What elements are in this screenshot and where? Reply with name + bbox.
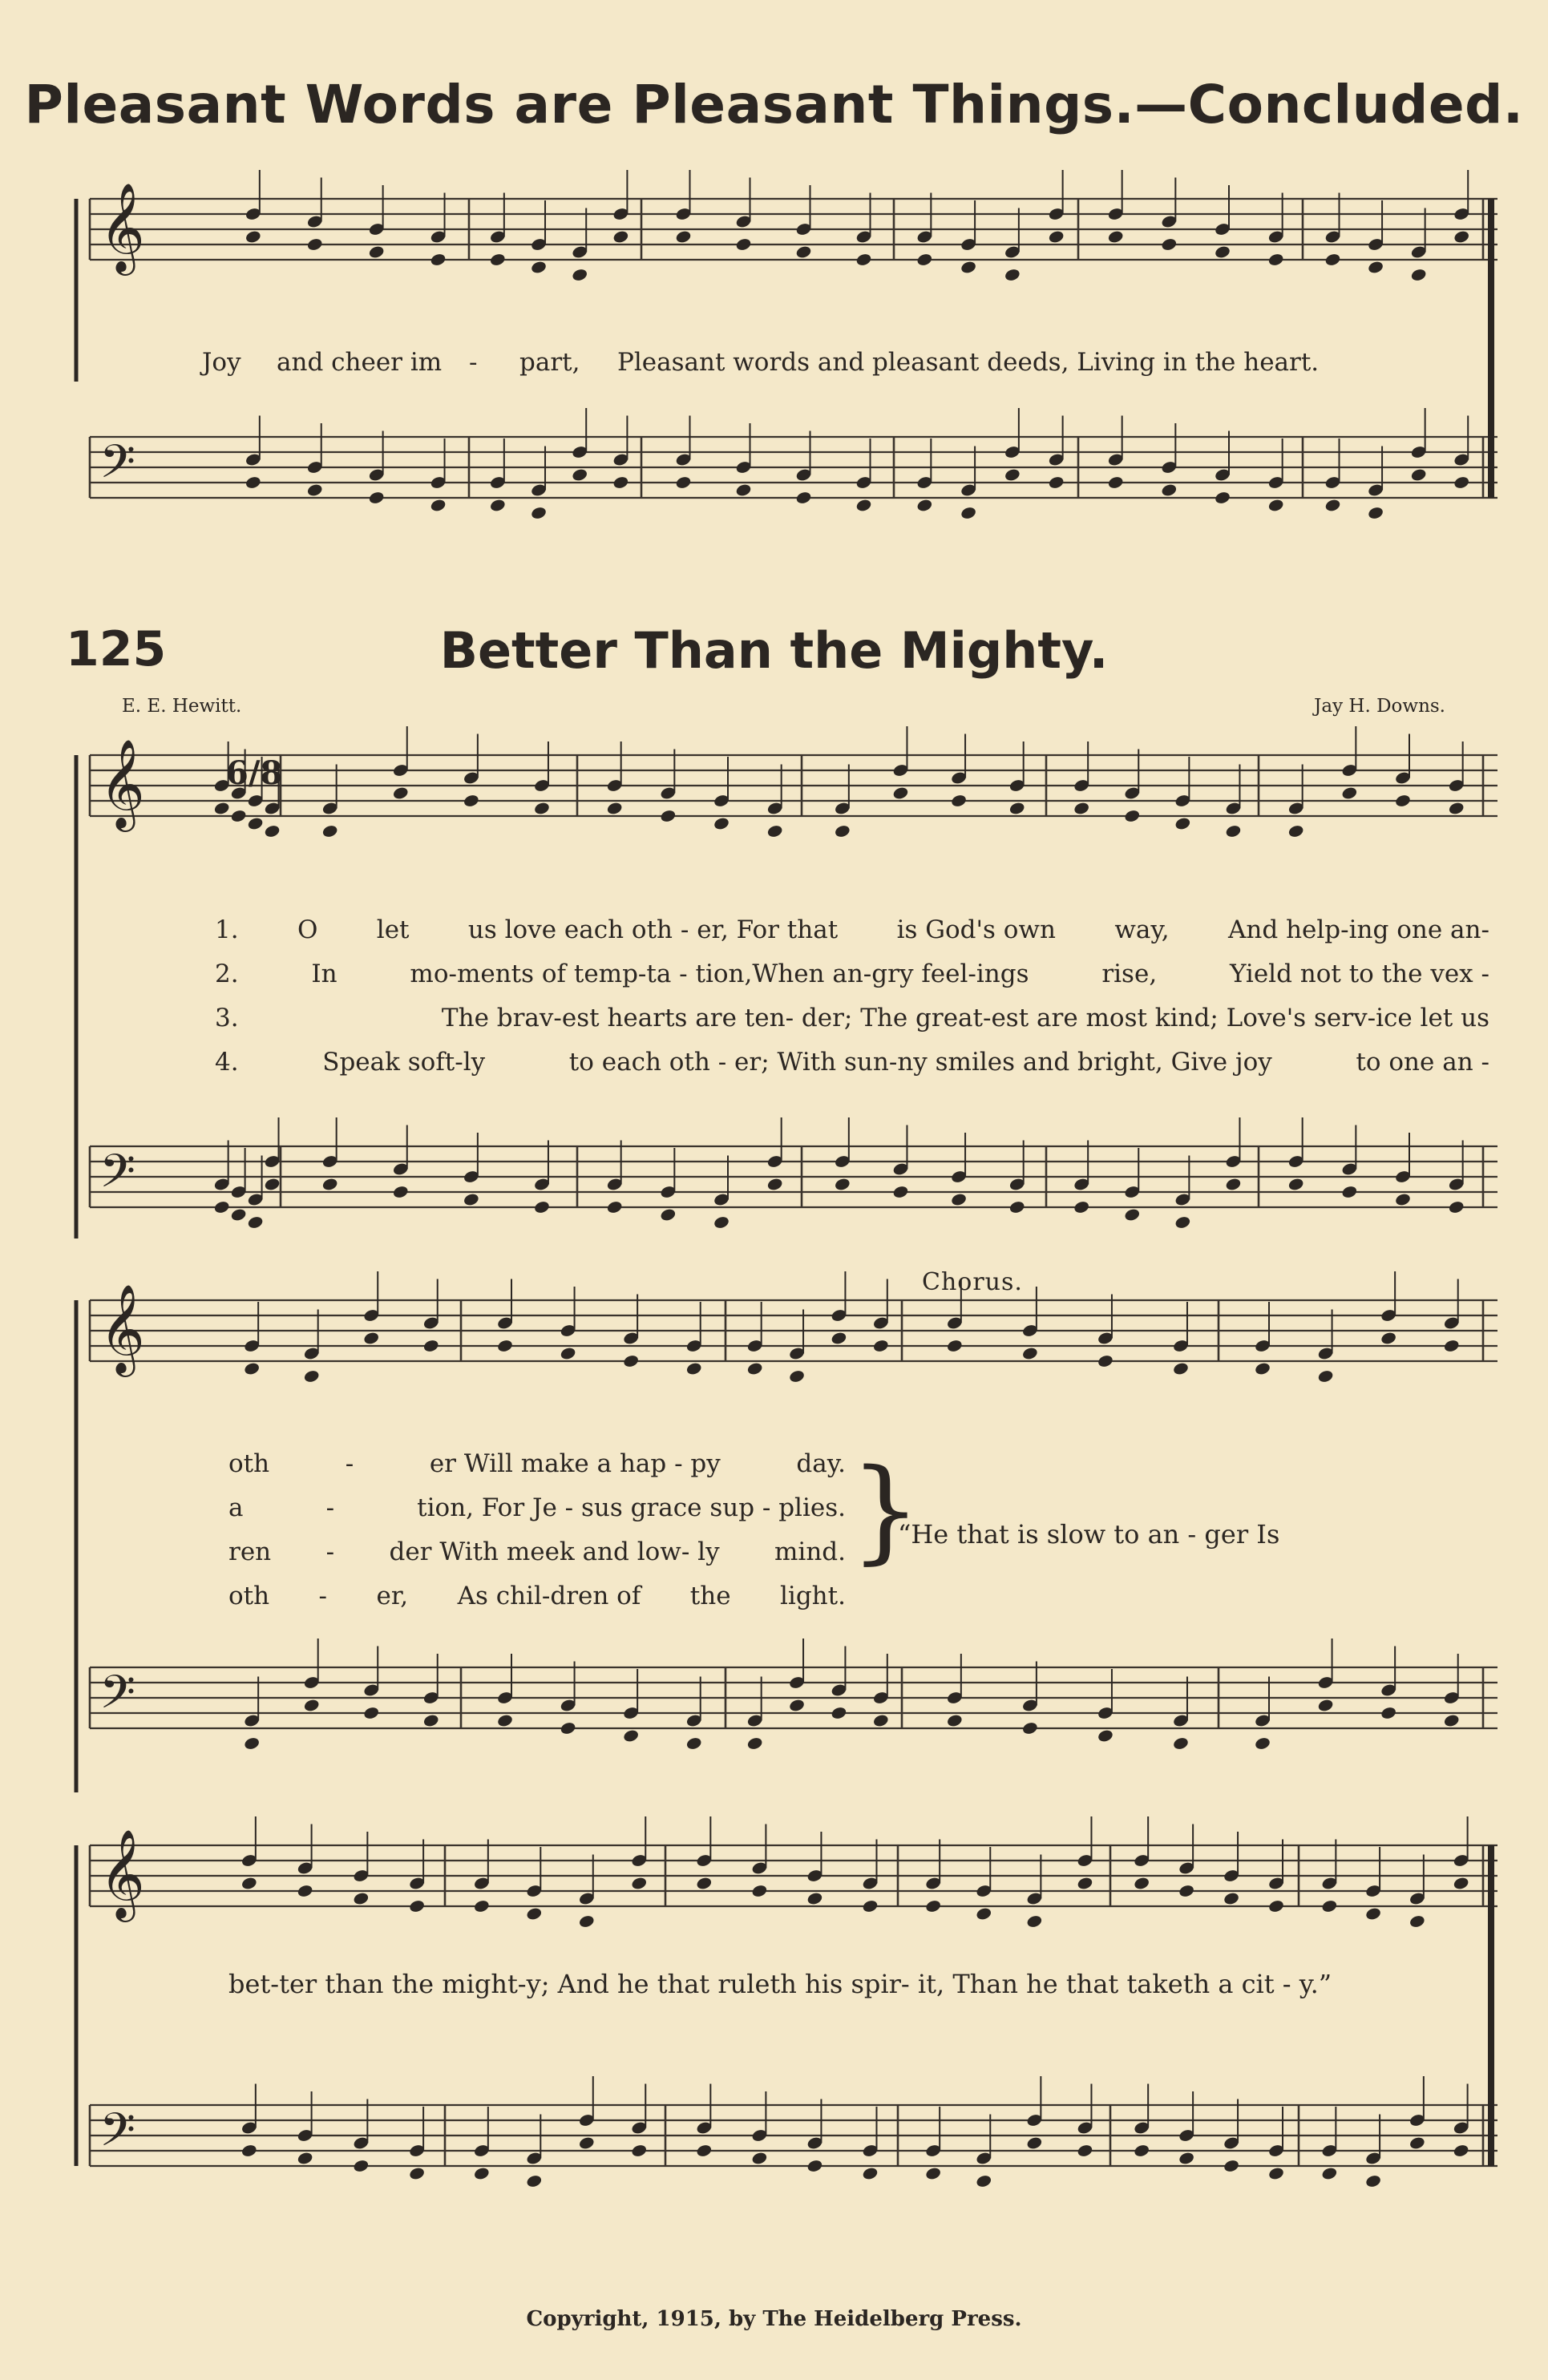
notehead <box>1004 467 1021 482</box>
notehead <box>496 1339 513 1353</box>
notehead <box>660 1207 677 1222</box>
notehead <box>1324 498 1341 512</box>
notehead <box>1267 2166 1284 2180</box>
notehead <box>612 229 629 244</box>
notehead <box>572 467 588 482</box>
notehead <box>213 801 230 815</box>
notehead <box>422 1339 439 1353</box>
notehead <box>622 1728 639 1743</box>
notehead <box>834 824 851 838</box>
notehead <box>1004 268 1021 282</box>
verse-1-text-b: let <box>376 915 410 944</box>
verse-2-text-a: In <box>311 960 337 988</box>
notehead <box>1287 1177 1304 1191</box>
notehead <box>489 498 506 512</box>
notehead <box>746 1361 763 1376</box>
notehead <box>430 498 447 512</box>
notehead <box>675 229 692 244</box>
notehead <box>946 1713 963 1727</box>
notehead <box>916 253 933 267</box>
verse-brace: } <box>850 1445 922 1576</box>
notehead <box>1026 2136 1043 2150</box>
top-lyric-3: - <box>469 348 478 377</box>
notehead <box>363 1706 380 1720</box>
notehead <box>1443 1339 1460 1353</box>
notehead <box>430 253 447 267</box>
verse-3 <box>215 1004 1489 1032</box>
notehead <box>795 244 812 259</box>
notehead <box>473 2166 490 2180</box>
notehead <box>1394 1192 1411 1206</box>
notehead <box>1107 229 1124 244</box>
notehead <box>1133 1876 1150 1890</box>
notehead <box>1341 786 1358 800</box>
cont-3-d: mind. <box>774 1538 846 1566</box>
notehead <box>1380 1706 1396 1720</box>
notehead <box>264 824 281 838</box>
notehead <box>1097 1728 1114 1743</box>
notehead <box>660 809 677 823</box>
chorus-label: Chorus. <box>922 1268 1023 1296</box>
notehead <box>1267 1899 1284 1913</box>
notehead <box>1364 1906 1381 1921</box>
notehead <box>946 1339 963 1353</box>
verse-1 <box>215 915 1489 944</box>
notehead <box>735 483 752 497</box>
notehead <box>1223 1891 1239 1905</box>
notehead <box>1409 2136 1425 2150</box>
notehead <box>872 1713 889 1727</box>
verse-2-continuation <box>228 1493 846 1522</box>
notehead <box>1367 506 1384 520</box>
bass-clef-icon: 𝄢 <box>99 2103 136 2168</box>
notehead <box>1008 801 1025 815</box>
cont-2-a: a <box>228 1493 244 1522</box>
verse-4-continuation <box>228 1582 846 1610</box>
notehead <box>264 1177 281 1191</box>
notehead <box>1364 2174 1381 2188</box>
notehead <box>1178 2151 1194 2165</box>
top-lyric-1: Joy <box>202 348 241 377</box>
notehead <box>245 475 261 490</box>
notehead <box>1225 824 1242 838</box>
notehead <box>1341 1185 1358 1199</box>
notehead <box>806 2159 823 2173</box>
notehead <box>353 2159 370 2173</box>
notehead <box>1161 483 1178 497</box>
verse-1-text-d: is God's own <box>896 915 1056 944</box>
notehead <box>1174 1215 1191 1230</box>
notehead <box>696 1876 713 1890</box>
bass-clef-icon: 𝄢 <box>99 434 136 500</box>
notehead <box>1409 1914 1425 1929</box>
notehead <box>872 1339 889 1353</box>
notehead <box>788 1698 805 1712</box>
notehead <box>560 1346 576 1360</box>
cont-4-b: - <box>318 1582 328 1610</box>
notehead <box>1021 1346 1038 1360</box>
verse-4-number: 4. <box>215 1048 239 1077</box>
continued-hymn-title: Pleasant Words are Pleasant Things.—Concluded. <box>24 74 1524 135</box>
notehead <box>713 1215 730 1230</box>
top-lyric-2: and cheer im <box>277 348 443 377</box>
verse-4-text-c: to one an - <box>1356 1048 1489 1077</box>
notehead <box>1172 1361 1189 1376</box>
notehead <box>1124 1207 1141 1222</box>
notehead <box>1161 237 1178 252</box>
notehead <box>1107 475 1124 490</box>
notehead <box>526 2174 543 2188</box>
notehead <box>1410 467 1427 482</box>
treble-clef-icon: 𝄞 <box>99 1828 145 1918</box>
notehead <box>924 1899 941 1913</box>
notehead <box>631 2144 648 2158</box>
notehead <box>950 794 967 808</box>
cont-1-a: oth <box>228 1449 270 1478</box>
cont-1-b: - <box>345 1449 354 1478</box>
notehead <box>1321 2166 1338 2180</box>
notehead <box>696 2144 713 2158</box>
notehead <box>1254 1736 1271 1751</box>
notehead <box>831 1331 847 1345</box>
notehead <box>1225 1177 1242 1191</box>
time-signature-treble: 6/8 <box>226 754 283 792</box>
notehead <box>243 1736 260 1751</box>
verse-2-text-c: rise, <box>1101 960 1158 988</box>
notehead <box>806 1891 823 1905</box>
notehead <box>1394 794 1411 808</box>
notehead <box>363 1331 380 1345</box>
bass-clef-icon: 𝄢 <box>99 1144 136 1210</box>
verse-3-text: The brav-est hearts are ten- der; The great-est are most kind; Love's serv-ice let us <box>441 1004 1489 1032</box>
notehead <box>976 2174 992 2188</box>
notehead <box>489 253 506 267</box>
notehead <box>353 1891 370 1905</box>
notehead <box>1077 2144 1093 2158</box>
notehead <box>612 475 629 490</box>
notehead <box>321 1177 338 1191</box>
notehead <box>916 498 933 512</box>
notehead <box>297 1884 313 1898</box>
notehead <box>240 2144 257 2158</box>
hymn-composer: Jay H. Downs. <box>1314 696 1445 717</box>
notehead <box>1124 809 1141 823</box>
notehead <box>1448 1200 1465 1214</box>
notehead <box>606 1200 623 1214</box>
notehead <box>230 1207 247 1222</box>
verse-2 <box>215 960 1489 988</box>
notehead <box>746 1736 763 1751</box>
notehead <box>751 2151 768 2165</box>
cont-4-f: light. <box>780 1582 846 1610</box>
notehead <box>1223 2159 1239 2173</box>
verse-3-continuation <box>228 1538 846 1566</box>
hymn-number: 125 <box>66 621 167 677</box>
notehead <box>578 1914 595 1929</box>
treble-clef-icon: 𝄞 <box>99 738 145 828</box>
notehead <box>473 1899 490 1913</box>
notehead <box>788 1369 805 1384</box>
notehead <box>1077 1876 1093 1890</box>
verse-1-text-c: us love each oth - er, For that <box>467 915 839 944</box>
notehead <box>533 1200 550 1214</box>
notehead <box>1453 475 1470 490</box>
notehead <box>533 801 550 815</box>
verse-2-number: 2. <box>215 960 239 988</box>
top-lyric-5: Pleasant words and pleasant deeds, Living in the heart. <box>617 348 1320 377</box>
notehead <box>735 237 752 252</box>
notehead <box>1133 2144 1150 2158</box>
top-lyric-4: part, <box>519 348 580 377</box>
notehead <box>1380 1331 1396 1345</box>
notehead <box>1317 1698 1334 1712</box>
notehead <box>685 1736 702 1751</box>
notehead <box>1410 268 1427 282</box>
cont-1-c: er Will make a hap - py <box>429 1449 721 1478</box>
notehead <box>1026 1914 1043 1929</box>
cont-2-c: tion, For Je - sus grace sup - plies. <box>417 1493 846 1522</box>
notehead <box>408 2166 425 2180</box>
cont-2-b: - <box>325 1493 335 1522</box>
hymn-author: E. E. Hewitt. <box>122 696 242 717</box>
notehead <box>422 1713 439 1727</box>
cont-3-b: - <box>325 1538 335 1566</box>
notehead <box>892 786 909 800</box>
notehead <box>855 498 872 512</box>
verse-1-text-a: O <box>297 915 318 944</box>
notehead <box>1453 229 1470 244</box>
notehead <box>368 491 385 505</box>
notehead <box>1174 816 1191 830</box>
notehead <box>950 1192 967 1206</box>
notehead <box>1214 491 1231 505</box>
notehead <box>303 1698 320 1712</box>
notehead <box>1443 1713 1460 1727</box>
notehead <box>1021 1721 1038 1736</box>
notehead <box>1008 1200 1025 1214</box>
notehead <box>1073 1200 1089 1214</box>
verse-1-continuation <box>228 1449 846 1478</box>
cont-3-c: der With meek and low- ly <box>389 1538 720 1566</box>
notehead <box>1287 824 1304 838</box>
verse-1-text-f: And help-ing one an- <box>1228 915 1489 944</box>
notehead <box>247 1215 264 1230</box>
notehead <box>230 809 247 823</box>
notehead <box>560 1721 576 1736</box>
notehead <box>960 260 976 274</box>
verse-2-text-b: mo-ments of temp-ta - tion,When an-gry feel-ings <box>410 960 1029 988</box>
notehead <box>463 1192 479 1206</box>
notehead <box>1048 229 1065 244</box>
verse-2-text-d: Yield not to the vex - <box>1229 960 1489 988</box>
notehead <box>243 1361 260 1376</box>
copyright-notice: Copyright, 1915, by The Heidelberg Press. <box>526 2307 1022 2331</box>
notehead <box>713 816 730 830</box>
final-lyric-line: bet-ter than the might-y; And he that ruleth his spir- it, Than he that taketh a cit - y.” <box>228 1969 1332 1999</box>
notehead <box>766 824 783 838</box>
notehead <box>892 1185 909 1199</box>
notehead <box>408 1899 425 1913</box>
hymn-title: Better Than the Mighty. <box>439 621 1109 680</box>
notehead <box>247 816 264 830</box>
notehead <box>303 1369 320 1384</box>
notehead <box>976 1906 992 1921</box>
notehead <box>526 1906 543 1921</box>
notehead <box>685 1361 702 1376</box>
notehead <box>675 475 692 490</box>
notehead <box>622 1354 639 1368</box>
notehead <box>1453 2144 1469 2158</box>
notehead <box>240 1876 257 1890</box>
notehead <box>578 2136 595 2150</box>
notehead <box>795 491 812 505</box>
notehead <box>855 253 872 267</box>
chorus-start-lyric: “He that is slow to an - ger Is <box>898 1519 1280 1550</box>
notehead <box>306 237 323 252</box>
bass-clef-icon: 𝄢 <box>99 1665 136 1731</box>
cont-4-d: As chil-dren of <box>457 1582 641 1610</box>
verse-4 <box>215 1048 1489 1077</box>
notehead <box>572 268 588 282</box>
cont-4-c: er, <box>376 1582 409 1610</box>
treble-clef-icon: 𝄞 <box>99 182 145 272</box>
notehead <box>924 2166 941 2180</box>
notehead <box>1321 1899 1338 1913</box>
verse-4-text-a: Speak soft-ly <box>322 1048 486 1077</box>
notehead <box>862 1899 879 1913</box>
notehead <box>368 244 385 259</box>
notehead <box>245 229 261 244</box>
notehead <box>960 506 976 520</box>
notehead <box>1172 1736 1189 1751</box>
notehead <box>297 2151 313 2165</box>
notehead <box>1267 253 1284 267</box>
notehead <box>831 1706 847 1720</box>
notehead <box>306 483 323 497</box>
notehead <box>1267 498 1284 512</box>
notehead <box>530 260 547 274</box>
notehead <box>392 786 409 800</box>
notehead <box>1073 801 1089 815</box>
notehead <box>751 1884 768 1898</box>
notehead <box>862 2166 879 2180</box>
treble-clef-icon: 𝄞 <box>99 1283 145 1373</box>
cont-1-d: day. <box>796 1449 846 1478</box>
notehead <box>496 1713 513 1727</box>
notehead <box>1324 253 1341 267</box>
notehead <box>392 1185 409 1199</box>
notehead <box>1448 801 1465 815</box>
notehead <box>1097 1354 1114 1368</box>
verse-3-number: 3. <box>215 1004 239 1032</box>
notehead <box>213 1200 230 1214</box>
notehead <box>834 1177 851 1191</box>
notehead <box>631 1876 648 1890</box>
notehead <box>606 801 623 815</box>
notehead <box>1214 244 1231 259</box>
cont-4-a: oth <box>228 1582 270 1610</box>
notehead <box>1048 475 1065 490</box>
verse-1-number: 1. <box>215 915 239 944</box>
verse-1-text-e: way, <box>1114 915 1170 944</box>
notehead <box>463 794 479 808</box>
notehead <box>1453 1876 1469 1890</box>
notehead <box>530 506 547 520</box>
notehead <box>1317 1369 1334 1384</box>
notehead <box>1178 1884 1194 1898</box>
verse-4-text-b: to each oth - er; With sun-ny smiles and bright, Give joy <box>568 1048 1272 1077</box>
notehead <box>321 824 338 838</box>
cont-3-a: ren <box>228 1538 272 1566</box>
cont-4-e: the <box>689 1582 731 1610</box>
notehead <box>1367 260 1384 274</box>
notehead <box>766 1177 783 1191</box>
notehead <box>1254 1361 1271 1376</box>
